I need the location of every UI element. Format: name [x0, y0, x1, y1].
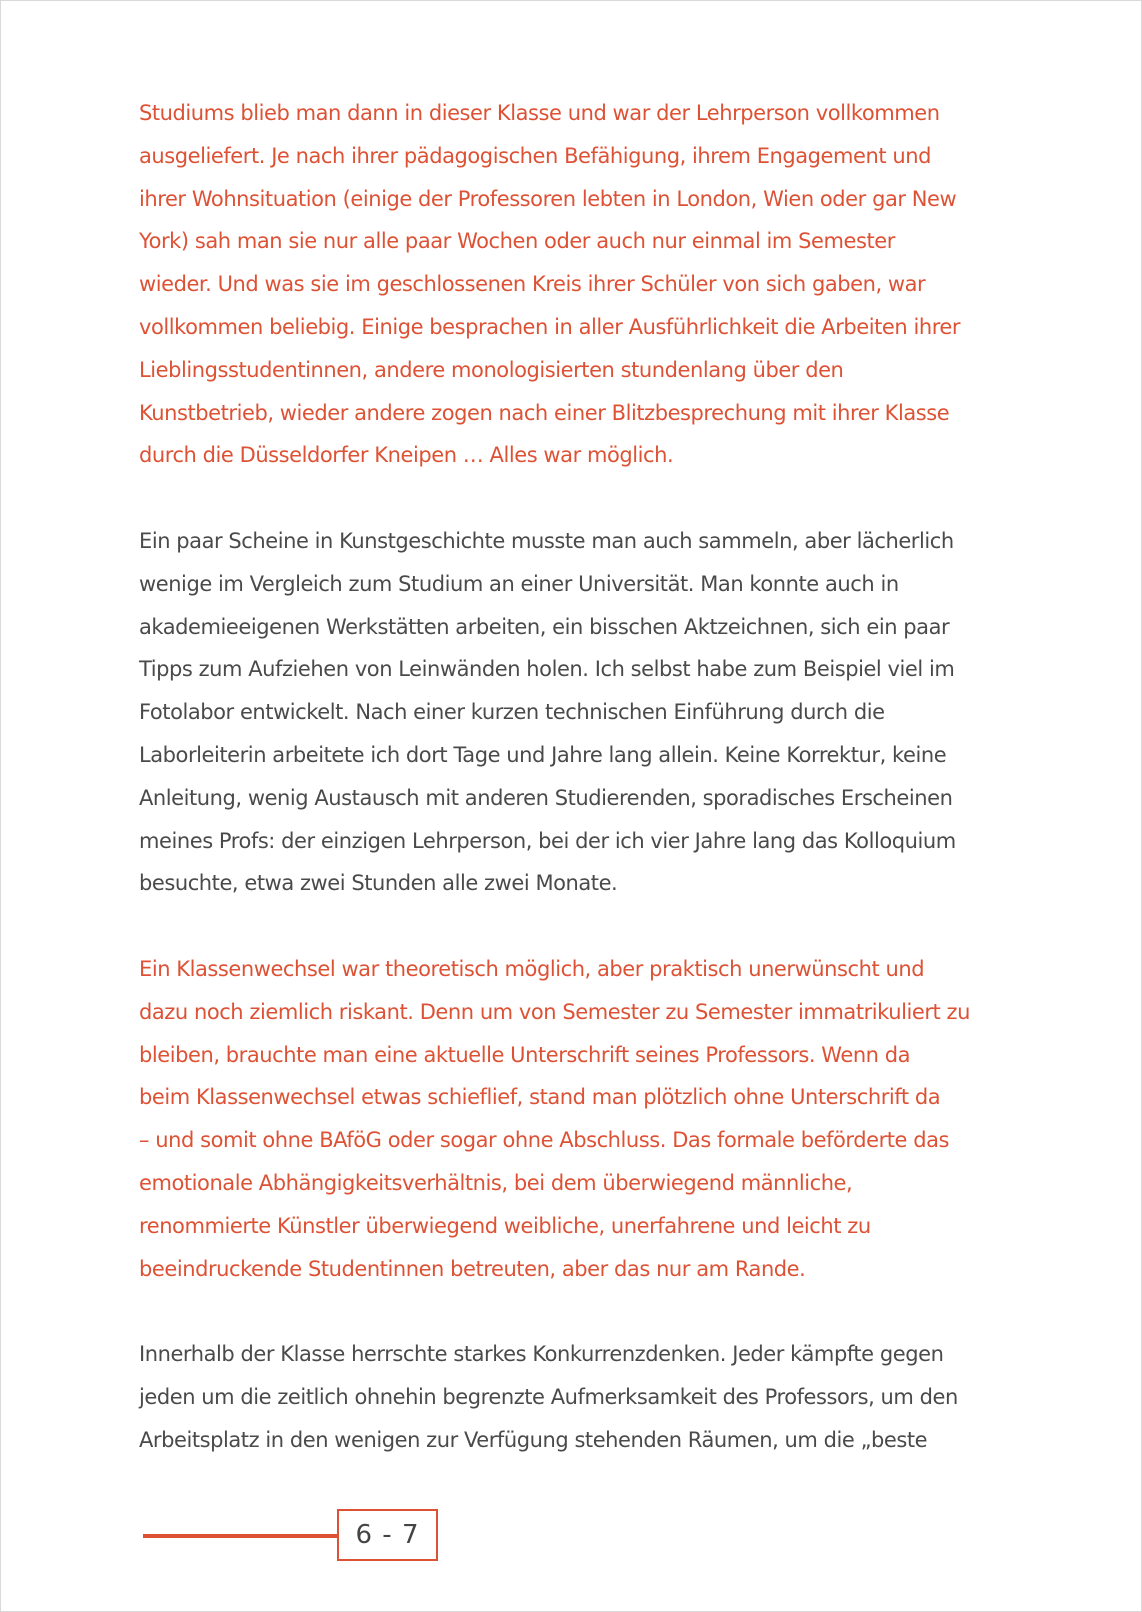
text-line: – und somit ohne BAföG oder sogar ohne Abschluss. Das formale beförderte das: [139, 1128, 950, 1153]
text-line: Studiums blieb man dann in dieser Klasse und war der Lehrperson vollkommen: [139, 101, 940, 125]
text-line: vollkommen beliebig. Einige besprachen in aller Ausführlichkeit die Arbeiten ihrer: [139, 314, 961, 339]
text-line: durch die Düsseldorfer Kneipen … Alles war möglich.: [139, 443, 674, 468]
text-line: Lieblingsstudentinnen, andere monologisierten stundenlang über den: [139, 357, 844, 382]
paragraph-gap: [139, 477, 1019, 520]
text-line: wenige im Vergleich zum Studium an einer Universität. Man konnte auch in: [139, 571, 899, 596]
text-line: emotionale Abhängigkeitsverhältnis, bei dem überwiegend männliche,: [139, 1170, 853, 1195]
body-paragraph: [139, 1333, 1019, 1461]
text-line: beeindruckende Studentinnen betreuten, aber das nur am Rande.: [139, 1256, 806, 1281]
text-line: Innerhalb der Klasse herrschte starkes Konkurrenzdenken. Jeder kämpfte gegen: [139, 1342, 944, 1367]
text-body: [139, 92, 1019, 1462]
paragraph-gap: [139, 905, 1019, 948]
text-line: beim Klassenwechsel etwas schieflief, stand man plötzlich ohne Unterschrift da: [139, 1085, 941, 1110]
text-line: bleiben, brauchte man eine aktuelle Unterschrift seines Professors. Wenn da: [139, 1042, 911, 1067]
text-line: renommierte Künstler überwiegend weibliche, unerfahrene und leicht zu: [139, 1213, 871, 1238]
body-paragraph: [139, 520, 1019, 905]
highlighted-paragraph: [139, 92, 1019, 477]
text-line: meines Profs: der einzigen Lehrperson, bei der ich vier Jahre lang das Kolloquium: [139, 828, 956, 853]
text-line: akademieeigenen Werkstätten arbeiten, ein bisschen Aktzeichnen, sich ein paar: [139, 614, 950, 639]
text-line: Tipps zum Aufziehen von Leinwänden holen. Ich selbst habe zum Beispiel viel im: [139, 657, 955, 682]
text-line: Ein paar Scheine in Kunstgeschichte musste man auch sammeln, aber lächerlich: [139, 528, 954, 553]
text-line: ihrer Wohnsituation (einige der Professoren lebten in London, Wien oder gar New: [139, 186, 957, 211]
text-line: wieder. Und was sie im geschlossenen Kreis ihrer Schüler von sich gaben, war: [139, 272, 926, 297]
page-footer: [143, 1509, 443, 1565]
page-number: 6 - 7: [337, 1509, 438, 1561]
text-line: Arbeitsplatz in den wenigen zur Verfügung stehenden Räumen, um die „beste: [139, 1427, 928, 1452]
footer-rule: [143, 1534, 337, 1538]
text-line: jeden um die zeitlich ohnehin begrenzte Aufmerksamkeit des Professors, um den: [139, 1384, 958, 1409]
highlighted-paragraph: [139, 948, 1019, 1290]
text-line: Laborleiterin arbeitete ich dort Tage und Jahre lang allein. Keine Korrektur, keine: [139, 742, 947, 767]
text-line: York) sah man sie nur alle paar Wochen oder auch nur einmal im Semester: [139, 229, 895, 254]
text-line: Anleitung, wenig Austausch mit anderen Studierenden, sporadisches Erscheinen: [139, 785, 953, 810]
paragraph-gap: [139, 1290, 1019, 1333]
text-line: besuchte, etwa zwei Stunden alle zwei Monate.: [139, 871, 618, 896]
text-line: Fotolabor entwickelt. Nach einer kurzen technischen Einführung durch die: [139, 700, 885, 725]
text-line: Ein Klassenwechsel war theoretisch möglich, aber praktisch unerwünscht und: [139, 956, 925, 981]
text-line: Kunstbetrieb, wieder andere zogen nach einer Blitzbesprechung mit ihrer Klasse: [139, 400, 950, 425]
text-line: dazu noch ziemlich riskant. Denn um von Semester zu Semester immatrikuliert zu: [139, 999, 970, 1024]
text-line: ausgeliefert. Je nach ihrer pädagogischen Befähigung, ihrem Engagement und: [139, 143, 931, 168]
